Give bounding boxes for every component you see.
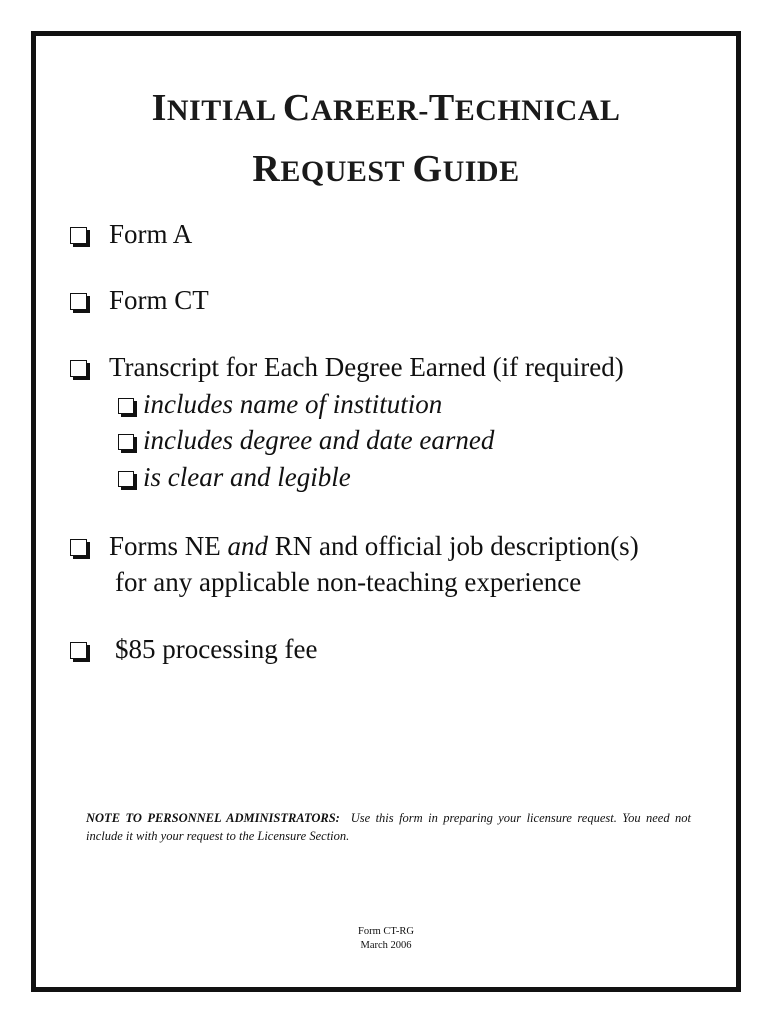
checklist-subitem-legible [118, 459, 351, 495]
form-date: March 2006 [360, 940, 412, 951]
title-line-1 [36, 86, 736, 130]
title-word: CAREER- [282, 87, 429, 129]
checklist-item-transcript [70, 349, 624, 385]
form-id: Form CT-RG [358, 926, 414, 937]
title-word: GUIDE [412, 148, 520, 190]
checkbox-icon[interactable] [70, 293, 87, 310]
title-word: INITIAL [151, 87, 283, 129]
checklist-label: Form CT [109, 285, 209, 315]
checklist-label: RN and official job description(s) [268, 531, 639, 561]
checkbox-icon[interactable] [118, 398, 134, 414]
title-word: REQUEST [252, 148, 413, 190]
checkbox-icon[interactable] [118, 434, 134, 450]
checklist-item-forms-ne-rn-continuation: for any applicable non-teaching experience [115, 567, 582, 597]
checklist-sublabel: is clear and legible [143, 462, 351, 492]
note-text: Use this form in preparing your licensure request. You need not include it with your request to the Licensure Section. [86, 811, 691, 843]
checkbox-icon[interactable] [70, 227, 87, 244]
checklist-label: $85 processing fee [115, 634, 318, 664]
checkbox-icon[interactable] [70, 360, 87, 377]
note-label: NOTE TO PERSONNEL ADMINISTRATORS: [86, 811, 340, 825]
checklist-item-forms-ne-rn [70, 528, 639, 564]
checklist-sublabel: includes name of institution [143, 389, 443, 419]
checklist-item-form-ct [70, 282, 209, 318]
checklist-label: Forms NE [109, 531, 228, 561]
title-word: TECHNICAL [428, 87, 621, 129]
checklist-subitem-institution [118, 386, 442, 422]
checklist-subitem-degree-date [118, 422, 494, 458]
checklist-item-form-a [70, 216, 192, 252]
note-to-administrators [86, 809, 691, 845]
checkbox-icon[interactable] [70, 642, 87, 659]
checklist-label-emphasis: and [227, 531, 269, 561]
checkbox-icon[interactable] [70, 539, 87, 556]
checklist-label: Transcript for Each Degree Earned (if required) [109, 352, 624, 382]
checkbox-icon[interactable] [118, 471, 134, 487]
checklist-sublabel: includes degree and date earned [143, 425, 495, 455]
checklist-label: Form A [109, 219, 193, 249]
checklist-item-fee [70, 631, 317, 667]
title-line-2 [36, 147, 736, 191]
